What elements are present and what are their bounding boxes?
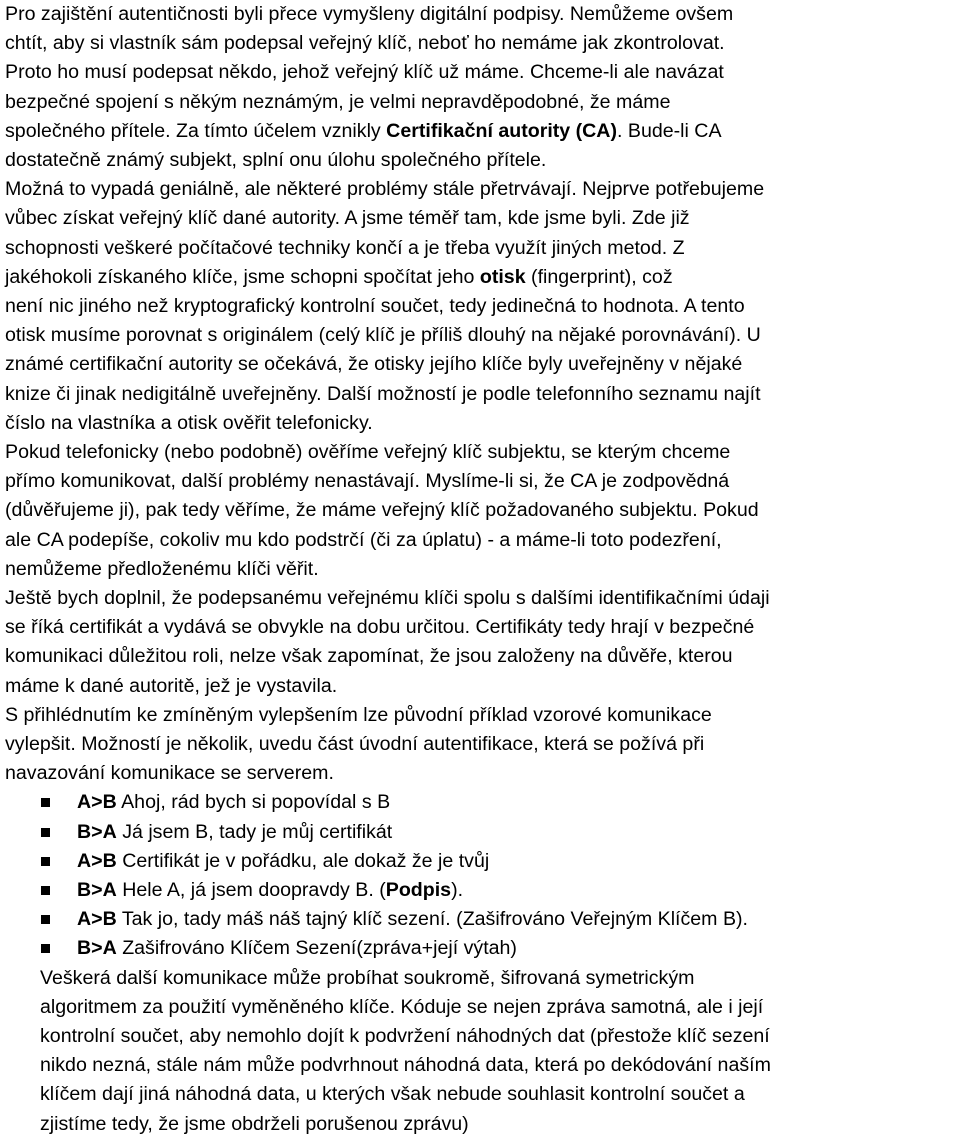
text-segment: algoritmem za použití vyměněného klíče. Kóduje se nejen zpráva samotná, ale i její bbox=[40, 995, 764, 1018]
text-line bbox=[5, 292, 960, 321]
square-bullet-icon bbox=[41, 798, 50, 807]
text-line bbox=[40, 1022, 960, 1051]
dialog-speaker: A>B bbox=[77, 908, 117, 931]
text-segment: se říká certifikát a vydává se obvykle na dobu určitou. Certifikáty tedy hrají v bezpečné bbox=[5, 616, 755, 639]
authentication-dialog-list bbox=[5, 788, 960, 963]
text-segment: chtít, aby si vlastník sám podepsal veřejný klíč, neboť ho nemáme jak zkontrolovat. bbox=[5, 32, 725, 55]
text-segment: není nic jiného než kryptografický kontrolní součet, tedy jedinečná to hodnota. A tento bbox=[5, 295, 745, 318]
text-line bbox=[5, 526, 960, 555]
text-segment: Veškerá další komunikace může probíhat soukromě, šifrovaná symetrickým bbox=[40, 966, 695, 989]
text-segment: Možná to vypadá geniálně, ale některé problémy stále přetrvávají. Nejprve potřebujeme bbox=[5, 178, 765, 201]
text-line bbox=[5, 584, 960, 613]
dialog-speaker: B>A bbox=[77, 820, 117, 843]
text-segment: (důvěřujeme ji), pak tedy věříme, že máme veřejný klíč požadovaného subjektu. Pokud bbox=[5, 499, 759, 522]
dialog-speaker: B>A bbox=[77, 879, 117, 902]
dialog-item bbox=[5, 934, 960, 963]
text-segment: Ještě bych doplnil, že podepsanému veřejnému klíči spolu s dalšími identifikačními údaji bbox=[5, 587, 770, 610]
outro-text bbox=[5, 964, 960, 1139]
text-line bbox=[5, 409, 960, 438]
square-bullet-icon bbox=[41, 857, 50, 866]
text-segment: Pro zajištění autentičnosti byli přece vymyšleny digitální podpisy. Nemůžeme ovšem bbox=[5, 3, 734, 25]
text-line bbox=[5, 263, 960, 292]
dialog-item bbox=[5, 818, 960, 847]
text-segment: . Bude-li CA bbox=[616, 119, 722, 142]
text-segment: bezpečné spojení s někým neznámým, je velmi nepravděpodobné, že máme bbox=[5, 90, 671, 113]
text-segment: jakéhokoli získaného klíče, jsme schopni spočítat jeho bbox=[5, 265, 480, 288]
text-segment: (fingerprint), což bbox=[525, 265, 673, 288]
text-segment: dostatečně známý subjekt, splní onu úlohu společného přítele. bbox=[5, 149, 547, 172]
text-segment: zjistíme tedy, že jsme obdrželi porušenou zprávu) bbox=[40, 1112, 469, 1135]
dialog-item bbox=[5, 876, 960, 905]
dialog-item bbox=[5, 847, 960, 876]
square-bullet-icon bbox=[41, 828, 50, 837]
text-segment: přímo komunikovat, další problémy nenastávají. Myslíme-li si, že CA je zodpovědná bbox=[5, 470, 730, 493]
text-segment: číslo na vlastníka a otisk ověřit telefonicky. bbox=[5, 411, 373, 434]
text-line bbox=[5, 88, 960, 117]
text-segment: kontrolní součet, aby nemohlo dojít k podvržení náhodných dat (přestože klíč sezení bbox=[40, 1025, 770, 1048]
text-segment: vůbec získat veřejný klíč dané autority. A jsme téměř tam, kde jsme byli. Zde již bbox=[5, 207, 690, 230]
text-segment: navazování komunikace se serverem. bbox=[5, 762, 334, 785]
text-line bbox=[40, 1080, 960, 1109]
text-line bbox=[40, 1110, 960, 1139]
text-line bbox=[40, 964, 960, 993]
text-line bbox=[5, 438, 960, 467]
text-segment: schopnosti veškeré počítačové techniky končí a je třeba využít jiných metod. Z bbox=[5, 236, 685, 259]
text-line bbox=[5, 555, 960, 584]
text-segment: klíčem dají jiná náhodná data, u kterých však nebude souhlasit kontrolní součet a bbox=[40, 1083, 745, 1106]
dialog-text: Já jsem B, tady je můj certifikát bbox=[116, 820, 393, 843]
dialog-speaker: A>B bbox=[77, 849, 117, 872]
text-line bbox=[5, 204, 960, 233]
text-line bbox=[5, 613, 960, 642]
bold-term: Podpis bbox=[385, 879, 452, 902]
text-line bbox=[5, 467, 960, 496]
dialog-item bbox=[5, 788, 960, 817]
text-line bbox=[5, 672, 960, 701]
dialog-text: Certifikát je v pořádku, ale dokaž že je tvůj bbox=[116, 849, 490, 872]
dialog-text: Zašifrováno Klíčem Sezení(zpráva+její výtah) bbox=[116, 937, 517, 960]
text-line bbox=[40, 993, 960, 1022]
text-line bbox=[40, 1051, 960, 1080]
text-line bbox=[5, 380, 960, 409]
square-bullet-icon bbox=[41, 944, 50, 953]
text-segment: ale CA podepíše, cokoliv mu kdo podstrčí (či za úplatu) - a máme-li toto podezření, bbox=[5, 528, 722, 551]
text-segment: otisk musíme porovnat s originálem (celý klíč je příliš dlouhý na nějaké porovnávání). U bbox=[5, 324, 761, 347]
text-line bbox=[5, 0, 960, 29]
text-segment: nemůžeme předloženému klíči věřit. bbox=[5, 557, 319, 580]
text-segment: Proto ho musí podepsat někdo, jehož veřejný klíč už máme. Chceme-li ale navázat bbox=[5, 61, 724, 84]
intro-text bbox=[5, 0, 960, 788]
bold-term: Certifikační autority (CA) bbox=[386, 119, 617, 142]
text-line bbox=[5, 496, 960, 525]
dialog-speaker: A>B bbox=[77, 791, 117, 814]
text-segment: komunikaci důležitou roli, nelze však zapomínat, že jsou založeny na důvěře, kterou bbox=[5, 645, 733, 668]
text-segment: vylepšit. Možností je několik, uvedu část úvodní autentifikace, která se požívá při bbox=[5, 733, 705, 756]
text-line bbox=[5, 350, 960, 379]
text-line bbox=[5, 642, 960, 671]
text-line bbox=[5, 146, 960, 175]
text-segment: S přihlédnutím ke zmíněným vylepšením lze původní příklad vzorové komunikace bbox=[5, 703, 712, 726]
dialog-text: Ahoj, rád bych si popovídal s B bbox=[116, 791, 391, 814]
bold-term: otisk bbox=[479, 265, 526, 288]
text-segment: máme k dané autoritě, jež je vystavila. bbox=[5, 674, 338, 697]
text-line bbox=[5, 117, 960, 146]
text-line bbox=[5, 175, 960, 204]
square-bullet-icon bbox=[41, 915, 50, 924]
text-line bbox=[5, 29, 960, 58]
text-line bbox=[5, 234, 960, 263]
text-line bbox=[5, 58, 960, 87]
text-segment: známé certifikační autority se očekává, že otisky jejího klíče byly uveřejněny v nějaké bbox=[5, 353, 743, 376]
square-bullet-icon bbox=[41, 886, 50, 895]
text-segment: knize či jinak nedigitálně uveřejněny. Další možností je podle telefonního seznamu najít bbox=[5, 382, 761, 405]
text-segment: nikdo nezná, stále nám může podvrhnout náhodná data, která po dekódování naším bbox=[40, 1054, 771, 1077]
text-segment: Pokud telefonicky (nebo podobně) ověříme veřejný klíč subjektu, se kterým chceme bbox=[5, 441, 731, 464]
dialog-text-tail: ). bbox=[451, 879, 464, 902]
text-line bbox=[5, 759, 960, 788]
text-segment: společného přítele. Za tímto účelem vznikly bbox=[5, 119, 387, 142]
dialog-text: Hele A, já jsem doopravdy B. ( bbox=[116, 879, 386, 902]
dialog-item bbox=[5, 905, 960, 934]
text-line bbox=[5, 701, 960, 730]
text-line bbox=[5, 321, 960, 350]
text-line bbox=[5, 730, 960, 759]
dialog-text: Tak jo, tady máš náš tajný klíč sezení. (Zašifrováno Veřejným Klíčem B). bbox=[116, 908, 748, 931]
dialog-speaker: B>A bbox=[77, 937, 117, 960]
